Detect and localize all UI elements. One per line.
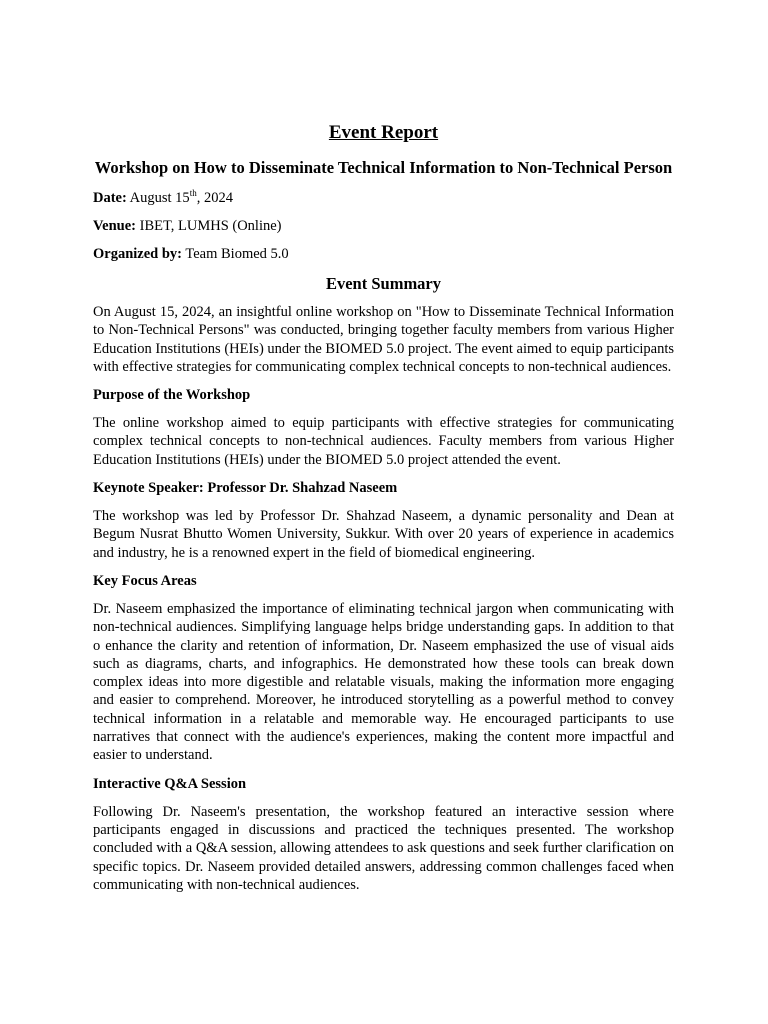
organizer-value: Team Biomed 5.0	[185, 246, 289, 262]
date-value	[130, 190, 233, 206]
section-heading-purpose: Purpose of the Workshop	[93, 387, 251, 404]
venue-value: IBET, LUMHS (Online)	[139, 218, 282, 234]
section-heading-focus-areas: Key Focus Areas	[93, 572, 197, 589]
organizer-line	[93, 245, 674, 263]
date-line	[93, 189, 674, 207]
report-title: Event Report	[328, 122, 439, 143]
workshop-title: Workshop on How to Disseminate Technical Information to Non-Technical Person	[94, 158, 673, 177]
section-paragraph-purpose: The online workshop aimed to equip participants with effective strategies for communicating complex technical concepts to non-technical audiences. Faculty members from various Higher Education Institutions (HEIs) under the BIOMED 5.0 project attended the event.	[93, 415, 674, 468]
summary-paragraph: On August 15, 2024, an insightful online workshop on "How to Disseminate Technical Information to Non-Technical Persons" was conducted, bringing together faculty members from various Higher Education Institutions (HEIs) under the BIOMED 5.0 project. The event aimed to equip participants with effective strategies for communicating complex technical concepts to non-technical audiences.	[93, 304, 674, 375]
section-paragraph-keynote: The workshop was led by Professor Dr. Shahzad Naseem, a dynamic personality and Dean at Begum Nusrat Bhutto Women University, Sukkur. With over 20 years of experience in academics and industry, he is a renowned expert in the field of biomedical engineering.	[93, 508, 674, 561]
section-paragraph-focus-areas: Dr. Naseem emphasized the importance of eliminating technical jargon when communicating with non-technical audiences. Simplifying language helps bridge understanding gaps. In addition to that o enhance the clarity and retention of information, Dr. Naseem emphasized the use of visual aids such as diagrams, charts, and infographics. He demonstrated how these tools can break down complex ideas into more digestible and relatable visuals, making the information more engaging and easier to comprehend. Moreover, he introduced storytelling as a powerful method to convey technical information in a relatable and memorable way. He encouraged participants to use narratives that connect with the audience's experiences, making the content more impactful and easier to understand.	[93, 600, 674, 764]
date-value-year: , 2024	[196, 190, 233, 206]
organizer-label: Organized by:	[93, 246, 183, 262]
venue-line	[93, 217, 674, 235]
date-ordinal-suffix: th	[189, 188, 197, 199]
date-label: Date:	[93, 190, 127, 206]
date-value-main: August 15	[129, 190, 190, 206]
summary-heading: Event Summary	[325, 274, 442, 293]
section-heading-keynote: Keynote Speaker: Professor Dr. Shahzad Naseem	[93, 480, 398, 497]
section-paragraph-qa: Following Dr. Naseem's presentation, the workshop featured an interactive session where participants engaged in discussions and practiced the techniques presented. The workshop concluded with a Q&A session, allowing attendees to ask questions and seek further clarification on specific topics. Dr. Naseem provided detailed answers, addressing common challenges faced when communicating with non-technical audiences.	[93, 803, 674, 893]
document-page	[93, 119, 674, 904]
section-heading-qa: Interactive Q&A Session	[93, 775, 247, 792]
venue-label: Venue:	[93, 218, 136, 234]
